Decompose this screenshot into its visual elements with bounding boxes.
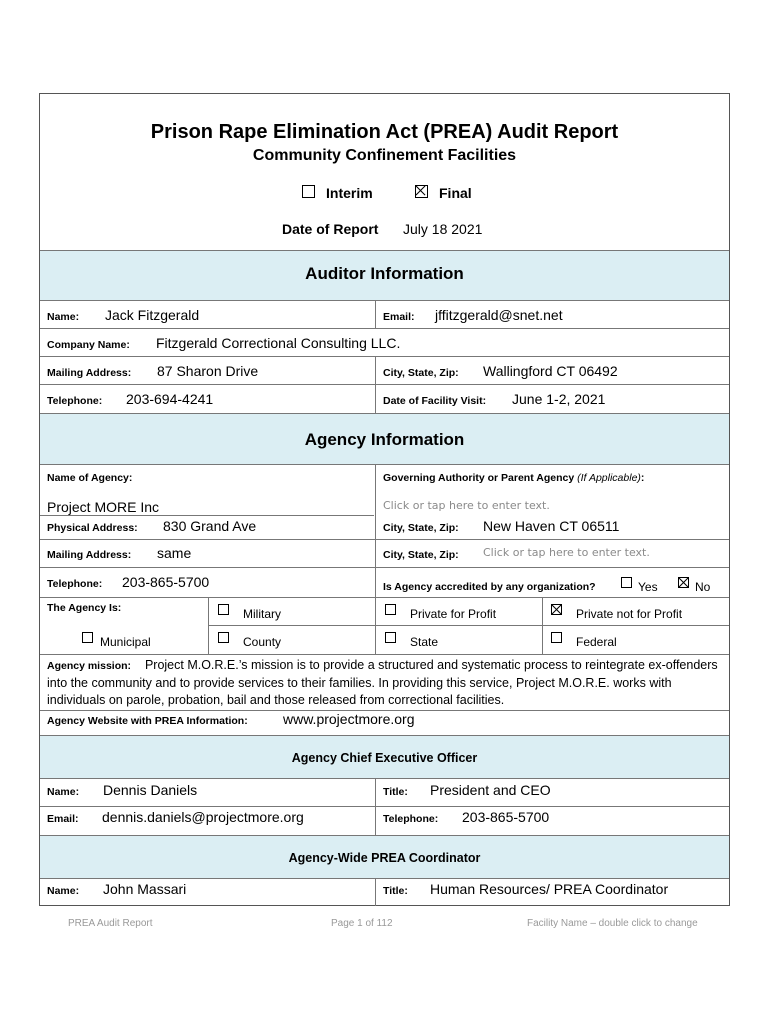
final-checkbox[interactable]: [415, 185, 428, 198]
agency-mission-label: Agency mission:: [47, 660, 132, 672]
accredited-label: Is Agency accredited by any organization?: [383, 581, 596, 593]
ceo-title-value[interactable]: President and CEO: [430, 782, 551, 798]
report-subtitle: Community Confinement Facilities: [252, 147, 517, 164]
coordinator-title-value[interactable]: Human Resources/ PREA Coordinator: [430, 881, 669, 897]
ceo-heading: Agency Chief Executive Officer: [291, 751, 478, 765]
report-title: Prison Rape Elimination Act (PREA) Audit Report: [150, 121, 619, 143]
agency-is-label: The Agency Is:: [47, 602, 122, 614]
footer-page-number: Page 1 of 112: [331, 918, 393, 929]
coordinator-heading: Agency-Wide PREA Coordinator: [288, 851, 481, 865]
auditor-telephone-label: Telephone:: [47, 395, 103, 407]
type-county-label: County: [243, 635, 282, 649]
coordinator-name-value[interactable]: John Massari: [103, 881, 187, 897]
type-military-label: Military: [243, 607, 281, 621]
agency-city2-input[interactable]: Click or tap here to enter text.: [483, 546, 650, 559]
ceo-email-label: Email:: [47, 813, 79, 825]
accredited-no-checkbox[interactable]: [678, 577, 689, 588]
agency-telephone-value[interactable]: 203-865-5700: [122, 574, 210, 590]
agency-website-label: Agency Website with PREA Information:: [47, 715, 248, 727]
type-private-for-profit-checkbox[interactable]: [385, 604, 396, 615]
type-private-not-for-profit-label: Private not for Profit: [576, 607, 683, 621]
agency-website-value[interactable]: www.projectmore.org: [283, 711, 415, 727]
auditor-email-label: Email:: [383, 311, 415, 323]
ceo-name-label: Name:: [47, 786, 80, 798]
agency-city2-label: City, State, Zip:: [383, 549, 459, 561]
governing-authority-label: Governing Authority or Parent Agency (If Applicable):: [383, 472, 645, 484]
company-name-label: Company Name:: [47, 339, 130, 351]
type-state-checkbox[interactable]: [385, 632, 396, 643]
ceo-name-value[interactable]: Dennis Daniels: [103, 782, 198, 798]
type-private-not-for-profit-checkbox[interactable]: [551, 604, 562, 615]
auditor-email-value[interactable]: jffitzgerald@snet.net: [435, 307, 563, 323]
type-county-checkbox[interactable]: [218, 632, 229, 643]
type-private-for-profit-label: Private for Profit: [410, 607, 497, 621]
type-federal-label: Federal: [576, 635, 617, 649]
date-of-report-value[interactable]: July 18 2021: [403, 221, 483, 237]
ceo-telephone-label: Telephone:: [383, 813, 439, 825]
interim-label: Interim: [326, 185, 373, 201]
coordinator-title-label: Title:: [383, 885, 408, 897]
physical-address-value[interactable]: 830 Grand Ave: [163, 518, 257, 534]
agency-telephone-label: Telephone:: [47, 578, 103, 590]
agency-mission-value[interactable]: Project M.O.R.E.’s mission is to provide a structured and systematic process to reintegrate ex-offenders into the community and to provide services to their families. In providing this service, Project M.O.R.E. works with individuals on parole, probation, bail and those released from correctional facilities.: [47, 658, 718, 707]
auditor-name-label: Name:: [47, 311, 80, 323]
type-federal-checkbox[interactable]: [551, 632, 562, 643]
agency-city-label: City, State, Zip:: [383, 522, 459, 534]
type-municipal-label: Municipal: [100, 635, 151, 649]
audit-report-form: [39, 93, 730, 906]
agency-name-label: Name of Agency:: [47, 472, 133, 484]
coordinator-name-label: Name:: [47, 885, 80, 897]
agency-name-value[interactable]: Project MORE Inc: [47, 499, 160, 515]
facility-visit-label: Date of Facility Visit:: [383, 395, 487, 407]
agency-mailing-value[interactable]: same: [157, 545, 192, 561]
type-municipal-checkbox[interactable]: [82, 632, 93, 643]
interim-checkbox[interactable]: [302, 185, 315, 198]
auditor-name-value[interactable]: Jack Fitzgerald: [105, 307, 200, 323]
company-name-value[interactable]: Fitzgerald Correctional Consulting LLC.: [156, 335, 401, 351]
footer-facility-name[interactable]: Facility Name – double click to change: [527, 918, 698, 929]
agency-mailing-label: Mailing Address:: [47, 549, 132, 561]
physical-address-label: Physical Address:: [47, 522, 138, 534]
ceo-telephone-value[interactable]: 203-865-5700: [462, 809, 550, 825]
facility-visit-value[interactable]: June 1-2, 2021: [512, 391, 606, 407]
accredited-yes-checkbox[interactable]: [621, 577, 632, 588]
agency-city-value[interactable]: New Haven CT 06511: [483, 518, 620, 534]
ceo-email-value[interactable]: dennis.daniels@projectmore.org: [102, 809, 304, 825]
type-military-checkbox[interactable]: [218, 604, 229, 615]
auditor-telephone-value[interactable]: 203-694-4241: [126, 391, 214, 407]
auditor-mailing-label: Mailing Address:: [47, 367, 132, 379]
auditor-city-label: City, State, Zip:: [383, 367, 459, 379]
agency-heading: Agency Information: [304, 430, 465, 449]
auditor-heading: Auditor Information: [305, 264, 464, 283]
agency-mission: [47, 657, 727, 709]
date-of-report-label: Date of Report: [282, 221, 379, 237]
auditor-mailing-value[interactable]: 87 Sharon Drive: [157, 363, 259, 379]
ceo-title-label: Title:: [383, 786, 408, 798]
governing-authority-input[interactable]: Click or tap here to enter text.: [383, 499, 550, 512]
auditor-city-value[interactable]: Wallingford CT 06492: [483, 363, 618, 379]
final-label: Final: [439, 185, 472, 201]
governing-authority-note: (If Applicable): [577, 472, 641, 484]
type-state-label: State: [410, 635, 439, 649]
accredited-yes-label: Yes: [638, 580, 658, 594]
footer-left: PREA Audit Report: [68, 918, 153, 929]
accredited-no-label: No: [695, 580, 711, 594]
